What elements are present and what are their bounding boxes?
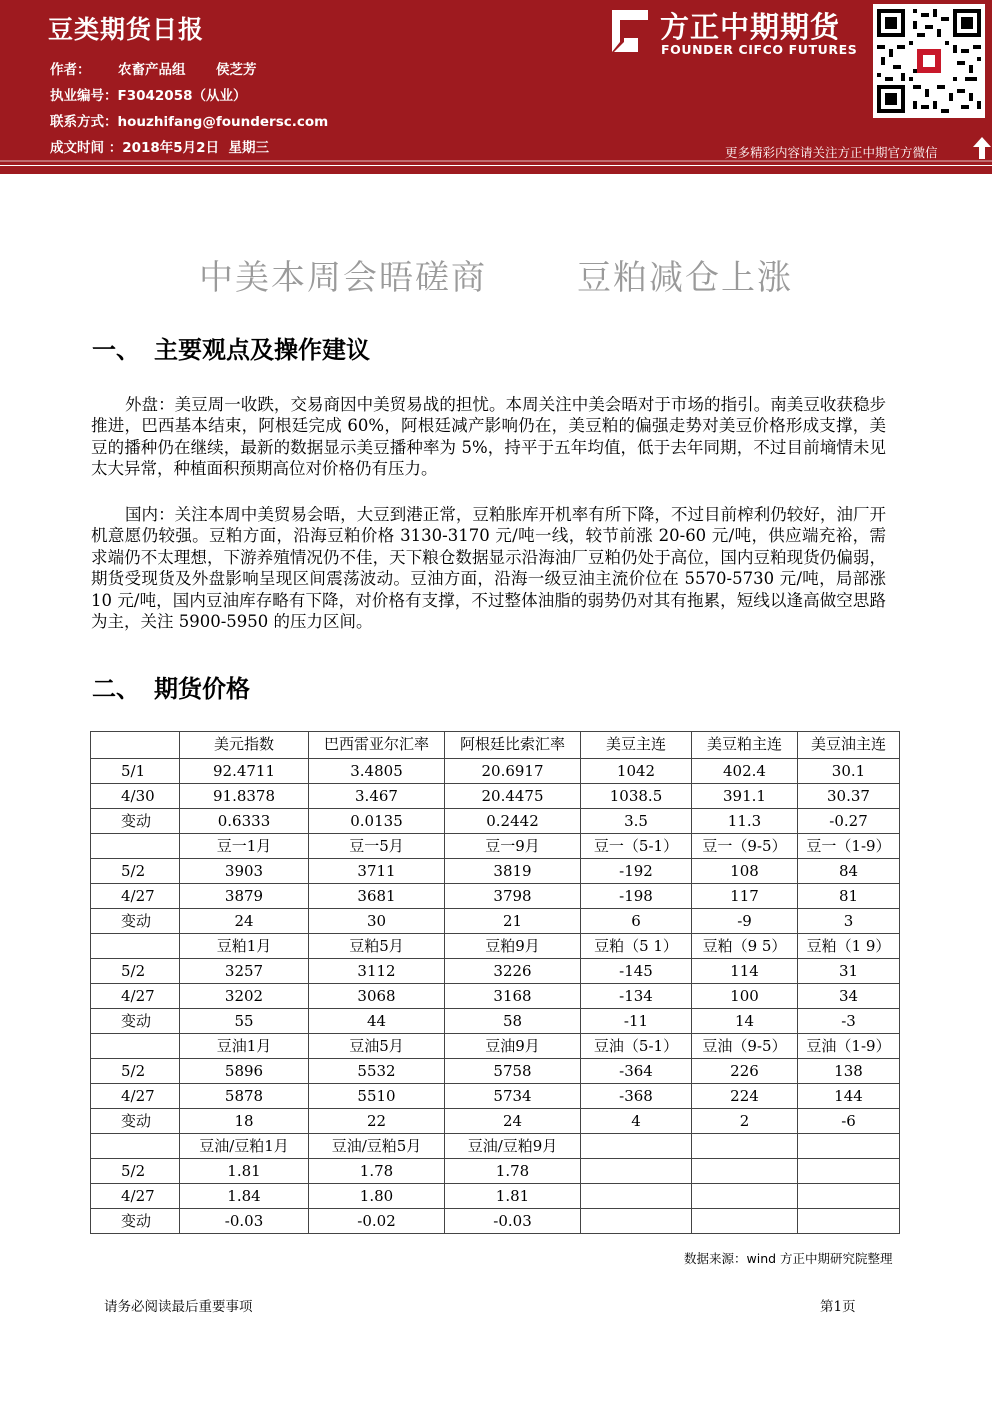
paragraph-domestic: 国内：关注本周中美贸易会晤，大豆到港正常，豆粕胀库开机率有所下降，不过目前榨利仍较好，油厂开机意愿仍较强。豆粕方面，沿海豆粕价格 3130-3170 元/吨一线，较节前涨 20-60 元/吨，供应端充裕，需求端仍不太理想，下游养殖情况仍不佳，天下粮仓数据显示沿海油厂豆粕仍处于高位，国内豆粕现货仍偏弱，期货受现货及外盘影响呈现区间震荡波动。豆油方面，沿海一级豆油主流价位在 5570-5730 元/吨，局部涨 10 元/吨，国内豆油库存略有下降，对价格有支撑，不过整体油脂的弱势仍对其有拖累，短线以逢高做空思路为主，关注 5900-5950 的压力区间。 bbox=[91, 505, 886, 632]
column-header-cell: 豆粕（5 1） bbox=[581, 934, 692, 959]
author-label: 作者： bbox=[50, 62, 91, 78]
wechat-qr-code[interactable] bbox=[873, 4, 985, 118]
table-row bbox=[91, 1034, 900, 1059]
column-header-cell: 豆一1月 bbox=[180, 834, 309, 859]
table-cell: 3.467 bbox=[309, 784, 445, 809]
table-cell: 31 bbox=[798, 959, 900, 984]
table-cell: 3798 bbox=[445, 884, 581, 909]
table-cell bbox=[581, 1159, 692, 1184]
headline-part1: 中美本周会晤磋商 bbox=[199, 258, 487, 298]
section-heading-futures bbox=[92, 669, 250, 704]
row-label-cell: 变动 bbox=[91, 1009, 180, 1034]
column-header-cell bbox=[581, 1134, 692, 1159]
table-row bbox=[91, 909, 900, 934]
row-label-cell: 4/30 bbox=[91, 784, 180, 809]
table-cell: 114 bbox=[692, 959, 798, 984]
table-cell: 4 bbox=[581, 1109, 692, 1134]
table-row bbox=[91, 759, 900, 784]
table-cell: -145 bbox=[581, 959, 692, 984]
table-cell: 144 bbox=[798, 1084, 900, 1109]
up-arrow-icon bbox=[972, 136, 992, 160]
table-cell: 1.78 bbox=[309, 1159, 445, 1184]
follow-wechat-text: 更多精彩内容请关注方正中期官方微信 bbox=[725, 145, 938, 160]
section-title: 主要观点及操作建议 bbox=[154, 335, 370, 364]
license-value: F3042058（从业） bbox=[117, 88, 247, 104]
section-heading-views bbox=[92, 330, 370, 365]
company-name-cn: 方正中期期货 bbox=[660, 10, 841, 44]
row-label-cell: 4/27 bbox=[91, 1184, 180, 1209]
table-cell: 0.0135 bbox=[309, 809, 445, 834]
table-cell: 5878 bbox=[180, 1084, 309, 1109]
table-row bbox=[91, 1209, 900, 1234]
table-cell: 92.4711 bbox=[180, 759, 309, 784]
column-header-cell: 豆粕（9 5） bbox=[692, 934, 798, 959]
column-header-cell: 豆油（1-9） bbox=[798, 1034, 900, 1059]
table-cell: -0.03 bbox=[445, 1209, 581, 1234]
table-cell bbox=[692, 1184, 798, 1209]
license-line bbox=[50, 84, 246, 104]
table-cell: -9 bbox=[692, 909, 798, 934]
table-row bbox=[91, 1009, 900, 1034]
header-bottom-band bbox=[0, 166, 992, 174]
table-cell: -3 bbox=[798, 1009, 900, 1034]
table-cell: 14 bbox=[692, 1009, 798, 1034]
table-row bbox=[91, 859, 900, 884]
author-line bbox=[50, 58, 257, 78]
table-cell: 3819 bbox=[445, 859, 581, 884]
column-header-cell: 豆油1月 bbox=[180, 1034, 309, 1059]
company-name-en: FOUNDER CIFCO FUTURES bbox=[661, 42, 858, 57]
table-row bbox=[91, 984, 900, 1009]
column-header-cell: 美元指数 bbox=[180, 732, 309, 759]
row-label-cell: 5/2 bbox=[91, 959, 180, 984]
table-cell: 22 bbox=[309, 1109, 445, 1134]
table-cell: 3.5 bbox=[581, 809, 692, 834]
table-cell: 3257 bbox=[180, 959, 309, 984]
column-header-cell: 豆油/豆粕5月 bbox=[309, 1134, 445, 1159]
table-row bbox=[91, 834, 900, 859]
table-cell: 20.6917 bbox=[445, 759, 581, 784]
table-cell: -0.27 bbox=[798, 809, 900, 834]
header-divider bbox=[0, 160, 992, 162]
row-label-cell: 5/2 bbox=[91, 1159, 180, 1184]
column-header-cell: 豆一（5-1） bbox=[581, 834, 692, 859]
table-cell: 402.4 bbox=[692, 759, 798, 784]
column-header-cell: 豆粕1月 bbox=[180, 934, 309, 959]
table-cell: 6 bbox=[581, 909, 692, 934]
row-label-cell: 4/27 bbox=[91, 884, 180, 909]
table-row bbox=[91, 784, 900, 809]
table-cell: 226 bbox=[692, 1059, 798, 1084]
table-cell: 3112 bbox=[309, 959, 445, 984]
table-cell: 3681 bbox=[309, 884, 445, 909]
table-cell: 81 bbox=[798, 884, 900, 909]
contact-email[interactable]: houzhifang@foundersc.com bbox=[117, 114, 329, 130]
table-row bbox=[91, 959, 900, 984]
table-cell bbox=[798, 1184, 900, 1209]
column-header-cell: 豆油/豆粕1月 bbox=[180, 1134, 309, 1159]
column-header-cell: 豆一5月 bbox=[309, 834, 445, 859]
data-source-note: 数据来源：wind 方正中期研究院整理 bbox=[684, 1251, 893, 1266]
row-label-cell bbox=[91, 1134, 180, 1159]
row-label-cell: 4/27 bbox=[91, 984, 180, 1009]
row-label-cell: 变动 bbox=[91, 909, 180, 934]
table-cell: 3202 bbox=[180, 984, 309, 1009]
table-cell: -364 bbox=[581, 1059, 692, 1084]
table-cell: 30 bbox=[309, 909, 445, 934]
table-cell: 0.2442 bbox=[445, 809, 581, 834]
table-cell: 84 bbox=[798, 859, 900, 884]
column-header-cell: 美豆粕主连 bbox=[692, 732, 798, 759]
table-cell: 3168 bbox=[445, 984, 581, 1009]
report-header bbox=[0, 0, 992, 165]
row-label-cell: 变动 bbox=[91, 1209, 180, 1234]
column-header-cell: 豆粕5月 bbox=[309, 934, 445, 959]
table-cell: 5896 bbox=[180, 1059, 309, 1084]
table-row bbox=[91, 809, 900, 834]
row-label-cell: 5/2 bbox=[91, 1059, 180, 1084]
column-header-cell: 美豆油主连 bbox=[798, 732, 900, 759]
row-label-cell bbox=[91, 1034, 180, 1059]
column-header-cell: 豆粕9月 bbox=[445, 934, 581, 959]
section-number: 一、 bbox=[92, 335, 140, 364]
table-cell bbox=[692, 1159, 798, 1184]
row-label-cell: 5/2 bbox=[91, 859, 180, 884]
table-cell: 3.4805 bbox=[309, 759, 445, 784]
author-name: 侯芝芳 bbox=[216, 62, 257, 78]
row-label-cell bbox=[91, 732, 180, 759]
table-cell: 11.3 bbox=[692, 809, 798, 834]
license-label: 执业编号： bbox=[50, 88, 118, 104]
table-cell: 3711 bbox=[309, 859, 445, 884]
table-cell: 24 bbox=[180, 909, 309, 934]
table-cell: 20.4475 bbox=[445, 784, 581, 809]
table-cell: -368 bbox=[581, 1084, 692, 1109]
table-row bbox=[91, 1059, 900, 1084]
table-cell: -0.03 bbox=[180, 1209, 309, 1234]
section-title: 期货价格 bbox=[154, 674, 250, 703]
date-line bbox=[50, 136, 269, 156]
column-header-cell: 豆油5月 bbox=[309, 1034, 445, 1059]
table-cell bbox=[581, 1184, 692, 1209]
table-cell: -0.02 bbox=[309, 1209, 445, 1234]
table-cell: 391.1 bbox=[692, 784, 798, 809]
headline-part2: 豆粕减仓上涨 bbox=[577, 258, 793, 298]
table-cell: 5510 bbox=[309, 1084, 445, 1109]
row-label-cell: 变动 bbox=[91, 809, 180, 834]
contact-label: 联系方式： bbox=[50, 114, 118, 130]
column-header-cell: 阿根廷比索汇率 bbox=[445, 732, 581, 759]
table-row bbox=[91, 1084, 900, 1109]
row-label-cell: 4/27 bbox=[91, 1084, 180, 1109]
column-header-cell bbox=[798, 1134, 900, 1159]
table-row bbox=[91, 934, 900, 959]
report-headline bbox=[0, 250, 992, 299]
table-cell: 2 bbox=[692, 1109, 798, 1134]
table-cell: -6 bbox=[798, 1109, 900, 1134]
table-cell: -198 bbox=[581, 884, 692, 909]
table-row bbox=[91, 1184, 900, 1209]
column-header-cell: 豆一（9-5） bbox=[692, 834, 798, 859]
table-cell: 44 bbox=[309, 1009, 445, 1034]
table-cell: 138 bbox=[798, 1059, 900, 1084]
table-cell: 5734 bbox=[445, 1084, 581, 1109]
table-cell: 21 bbox=[445, 909, 581, 934]
table-cell: 58 bbox=[445, 1009, 581, 1034]
table-cell: -192 bbox=[581, 859, 692, 884]
table-cell: 1042 bbox=[581, 759, 692, 784]
table-cell: -134 bbox=[581, 984, 692, 1009]
column-header-cell: 豆粕（1 9） bbox=[798, 934, 900, 959]
page-number: 第1页 bbox=[820, 1299, 856, 1315]
table-cell: 3068 bbox=[309, 984, 445, 1009]
table-cell: 34 bbox=[798, 984, 900, 1009]
report-type-title: 豆类期货日报 bbox=[48, 15, 205, 44]
table-cell: 108 bbox=[692, 859, 798, 884]
column-header-cell: 豆油9月 bbox=[445, 1034, 581, 1059]
table-cell bbox=[581, 1209, 692, 1234]
table-cell: 55 bbox=[180, 1009, 309, 1034]
column-header-cell: 美豆主连 bbox=[581, 732, 692, 759]
table-row bbox=[91, 884, 900, 909]
column-header-cell: 豆一9月 bbox=[445, 834, 581, 859]
row-label-cell: 变动 bbox=[91, 1109, 180, 1134]
table-row bbox=[91, 1109, 900, 1134]
table-cell: 117 bbox=[692, 884, 798, 909]
table-cell: 3226 bbox=[445, 959, 581, 984]
author-group: 农畜产品组 bbox=[118, 62, 186, 78]
paragraph-overseas: 外盘：美豆周一收跌，交易商因中美贸易战的担忧。本周关注中美会晤对于市场的指引。南美豆收获稳步推进，巴西基本结束，阿根廷完成 60%，阿根廷减产影响仍在，美豆粕的偏强走势对美豆价格形成支撑，美豆的播种仍在继续，最新的数据显示美豆播种率为 5%，持平于五年均值，低于去年同期，不过目前墒情未见太大异常，种植面积预期高位对价格仍有压力。 bbox=[91, 395, 886, 479]
table-cell: 18 bbox=[180, 1109, 309, 1134]
date-value: 2018年5月2日 星期三 bbox=[122, 140, 269, 156]
table-cell: 91.8378 bbox=[180, 784, 309, 809]
table-cell bbox=[798, 1159, 900, 1184]
table-cell: 224 bbox=[692, 1084, 798, 1109]
footer-disclaimer-note[interactable]: 请务必阅读最后重要事项 bbox=[104, 1299, 253, 1315]
row-label-cell bbox=[91, 934, 180, 959]
table-cell bbox=[798, 1209, 900, 1234]
column-header-cell bbox=[692, 1134, 798, 1159]
table-cell: 30.37 bbox=[798, 784, 900, 809]
table-cell: 1.81 bbox=[180, 1159, 309, 1184]
table-cell: 1.80 bbox=[309, 1184, 445, 1209]
table-cell: 1.84 bbox=[180, 1184, 309, 1209]
table-cell: 0.6333 bbox=[180, 809, 309, 834]
section-number: 二、 bbox=[92, 674, 140, 703]
table-cell: 1.81 bbox=[445, 1184, 581, 1209]
table-row bbox=[91, 1159, 900, 1184]
table-row bbox=[91, 1134, 900, 1159]
futures-price-table bbox=[90, 731, 900, 1234]
table-cell: 30.1 bbox=[798, 759, 900, 784]
table-row bbox=[91, 732, 900, 759]
column-header-cell: 巴西雷亚尔汇率 bbox=[309, 732, 445, 759]
table-cell: 3 bbox=[798, 909, 900, 934]
date-label: 成文时间 ： bbox=[50, 140, 123, 156]
table-cell: 5758 bbox=[445, 1059, 581, 1084]
column-header-cell: 豆油/豆粕9月 bbox=[445, 1134, 581, 1159]
table-cell bbox=[692, 1209, 798, 1234]
table-cell: 100 bbox=[692, 984, 798, 1009]
column-header-cell: 豆一（1-9） bbox=[798, 834, 900, 859]
row-label-cell: 5/1 bbox=[91, 759, 180, 784]
table-cell: -11 bbox=[581, 1009, 692, 1034]
table-cell: 1038.5 bbox=[581, 784, 692, 809]
column-header-cell: 豆油（9-5） bbox=[692, 1034, 798, 1059]
row-label-cell bbox=[91, 834, 180, 859]
table-cell: 3903 bbox=[180, 859, 309, 884]
table-cell: 1.78 bbox=[445, 1159, 581, 1184]
table-cell: 3879 bbox=[180, 884, 309, 909]
contact-line bbox=[50, 110, 328, 130]
table-cell: 24 bbox=[445, 1109, 581, 1134]
column-header-cell: 豆油（5-1） bbox=[581, 1034, 692, 1059]
table-cell: 5532 bbox=[309, 1059, 445, 1084]
founder-logo-icon bbox=[604, 8, 650, 54]
